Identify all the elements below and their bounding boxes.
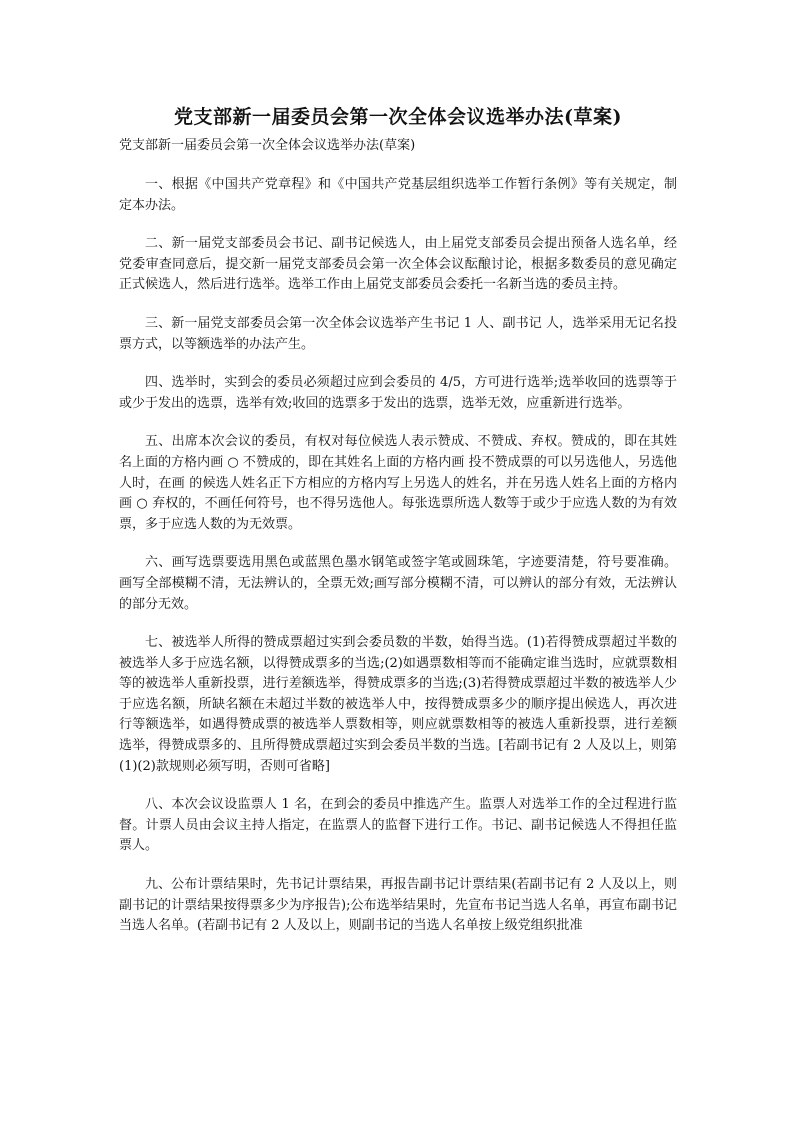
paragraph-1: 一、根据《中国共产党章程》和《中国共产党基层组织选举工作暂行条例》等有关规定，制定本办法。	[119, 177, 677, 213]
paragraph-7: 七、被选举人所得的赞成票超过实到会委员数的半数，始得当选。(1)若得赞成票超过半数的被选举人多于应选名额，以得赞成票多的当选;(2)如遇票数相等而不能确定谁当选时，应就票数相等的被选举人重新投票，进行差额选举，得赞成票多的当选;(3)若得赞成票超过半数的被选举人少于应选名额，所缺名额在未超过半数的被选举人中，按得赞成票多少的顺序提出候选人，再次进行等额选举，如遇得赞成票的被选举人票数相等，则应就票数相等的被选人重新投票，进行差额选举，得赞成票多的、且所得赞成票超过实到会委员半数的当选。[若副书记有 2 人及以上，则第(1)(2)款规则必须写明，否则可省略]	[119, 635, 677, 774]
paragraph-2: 二、新一届党支部委员会书记、副书记候选人，由上届党支部委员会提出预备人选名单，经 党委审查同意后，提交新一届党支部委员会第一次全体会议酝酿讨论，根据多数委员的意见确定正式候选人，然后进行选举。选举工作由上届党支部委员会委托一名新当选的委员主持。	[119, 236, 677, 293]
document-subtitle: 党支部新一届委员会第一次全体会议选举办法(草案)	[119, 138, 416, 153]
document-title: 党支部新一届委员会第一次全体会议选举办法(草案)	[174, 106, 622, 128]
paragraph-3: 三、新一届党支部委员会第一次全体会议选举产生书记 1 人、副书记 人，选举采用无记名投票方式，以等额选举的办法产生。	[119, 315, 677, 352]
paragraph-4: 四、选举时，实到会的委员必须超过应到会委员的 4/5，方可进行选举;选举收回的选票等于或少于发出的选票，选举有效;收回的选票多于发出的选票，选举无效，应重新进行选举。	[119, 375, 677, 411]
document-page	[119, 104, 677, 955]
paragraph-8: 八、本次会议设监票人 1 名，在到会的委员中推选产生。监票人对选举工作的全过程进行监督。计票人员由会议主持人指定，在监票人的监督下进行工作。书记、副书记候选人不得担任监票人。	[119, 797, 677, 854]
paragraph-6: 六、画写选票要选用黑色或蓝黑色墨水钢笔或签字笔或圆珠笔，字迹要清楚，符号要准确。画写全部模糊不清，无法辨认的，全票无效;画写部分模糊不清，可以辨认的部分有效，无法辨认的部分无效。	[119, 555, 677, 612]
paragraph-9: 九、公布计票结果时，先书记计票结果，再报告副书记计票结果(若副书记有 2 人及以上，则副书记的计票结果按得票多少为序报告);公布选举结果时，先宣布书记当选人名单，再宣布副书记当选人名单。(若副书记有 2 人及以上，则副书记的当选人名单按上级党组织批准	[119, 877, 677, 934]
paragraph-5: 五、出席本次会议的委员，有权对每位候选人表示赞成、不赞成、弃权。赞成的，即在其姓名上面的方格内画 ○ 不赞成的，即在其姓名上面的方格内画 投不赞成票的可以另选他人，另选他人时，在画 的候选人姓名正下方相应的方格内写上另选人的姓名，并在另选人姓名上面的方格内画 ○ 弃权的，不画任何符号，也不得另选他人。每张选票所选人数等于或少于应选人数的为有效票，多于应选人数的为无效票。	[119, 434, 677, 532]
